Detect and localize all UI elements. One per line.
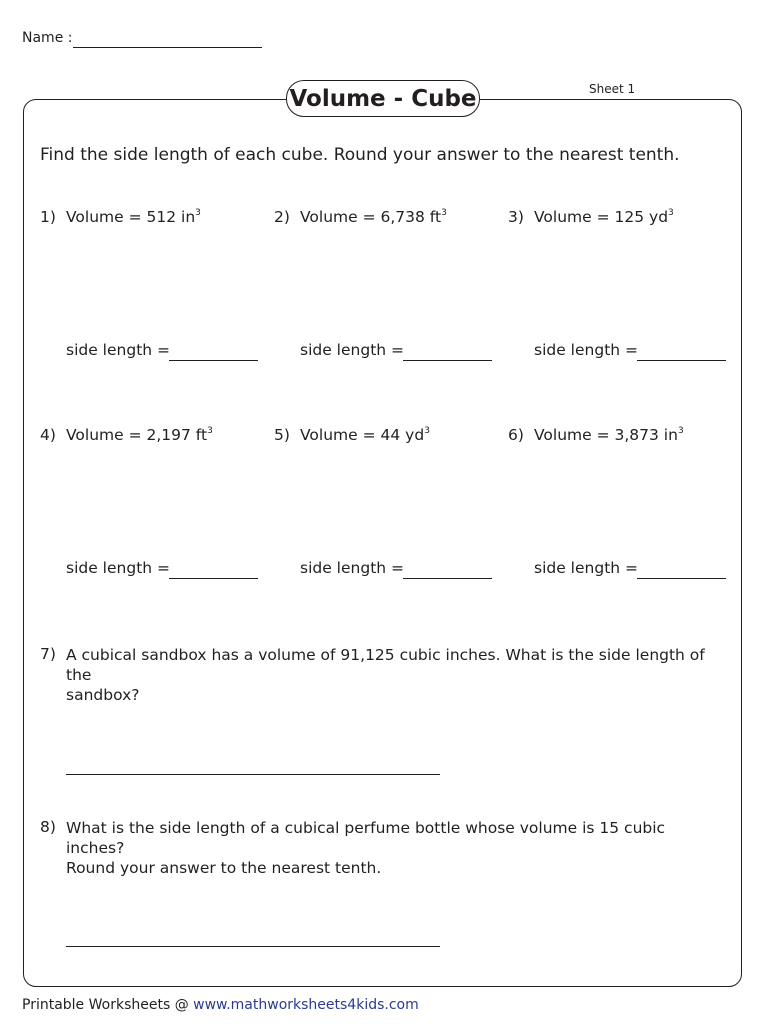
page-title: Volume - Cube (286, 80, 480, 117)
answer-line-7[interactable] (66, 774, 440, 775)
answer-line-3[interactable] (637, 360, 726, 361)
answer-line-4[interactable] (169, 578, 258, 579)
sheet-label: Sheet 1 (589, 82, 636, 96)
problem-1-text: Volume = 512 $in^3$ (66, 207, 201, 226)
problem-2-text: Volume = 6,738 $ft^3$ (300, 207, 447, 226)
footer-link[interactable]: www.mathworksheets4kids.com (193, 997, 419, 1013)
name-label: Name : (22, 30, 73, 46)
problem-7-text: A cubical sandbox has a volume of 91,125 cubic inches. What is the side length of the sandbox? (66, 646, 705, 704)
side-length-label-3: side length = (534, 341, 639, 359)
problem-6-text: Volume = 3,873 $in^3$ (534, 425, 684, 444)
answer-line-1[interactable] (169, 360, 258, 361)
footer-prefix: Printable Worksheets @ (22, 997, 194, 1013)
problem-8-text: What is the side length of a cubical perfume bottle whose volume is 15 cubic inches? Round your answer to the nearest tenth. (66, 819, 666, 877)
problem-5-number: 5) (274, 426, 290, 444)
name-answer-line[interactable] (73, 47, 262, 48)
answer-line-6[interactable] (637, 578, 726, 579)
problem-5-text: Volume = 44 $yd^3$ (300, 425, 430, 444)
problem-3-text: Volume = 125 $yd^3$ (534, 207, 674, 226)
answer-line-8[interactable] (66, 946, 440, 947)
problem-3-number: 3) (508, 208, 524, 226)
problem-4-text: Volume = 2,197 $ft^3$ (66, 425, 213, 444)
footer (22, 997, 419, 1013)
instructions: Find the side length of each cube. Round your answer to the nearest tenth. (40, 145, 680, 165)
answer-line-5[interactable] (403, 578, 492, 579)
answer-line-2[interactable] (403, 360, 492, 361)
side-length-label-1: side length = (66, 341, 171, 359)
problem-8-number: 8) (40, 818, 56, 836)
problem-6-number: 6) (508, 426, 524, 444)
side-length-label-4: side length = (66, 559, 171, 577)
problem-4-number: 4) (40, 426, 56, 444)
side-length-label-6: side length = (534, 559, 639, 577)
problem-2-number: 2) (274, 208, 290, 226)
problem-7-number: 7) (40, 645, 56, 663)
problem-1-number: 1) (40, 208, 56, 226)
side-length-label-2: side length = (300, 341, 405, 359)
side-length-label-5: side length = (300, 559, 405, 577)
